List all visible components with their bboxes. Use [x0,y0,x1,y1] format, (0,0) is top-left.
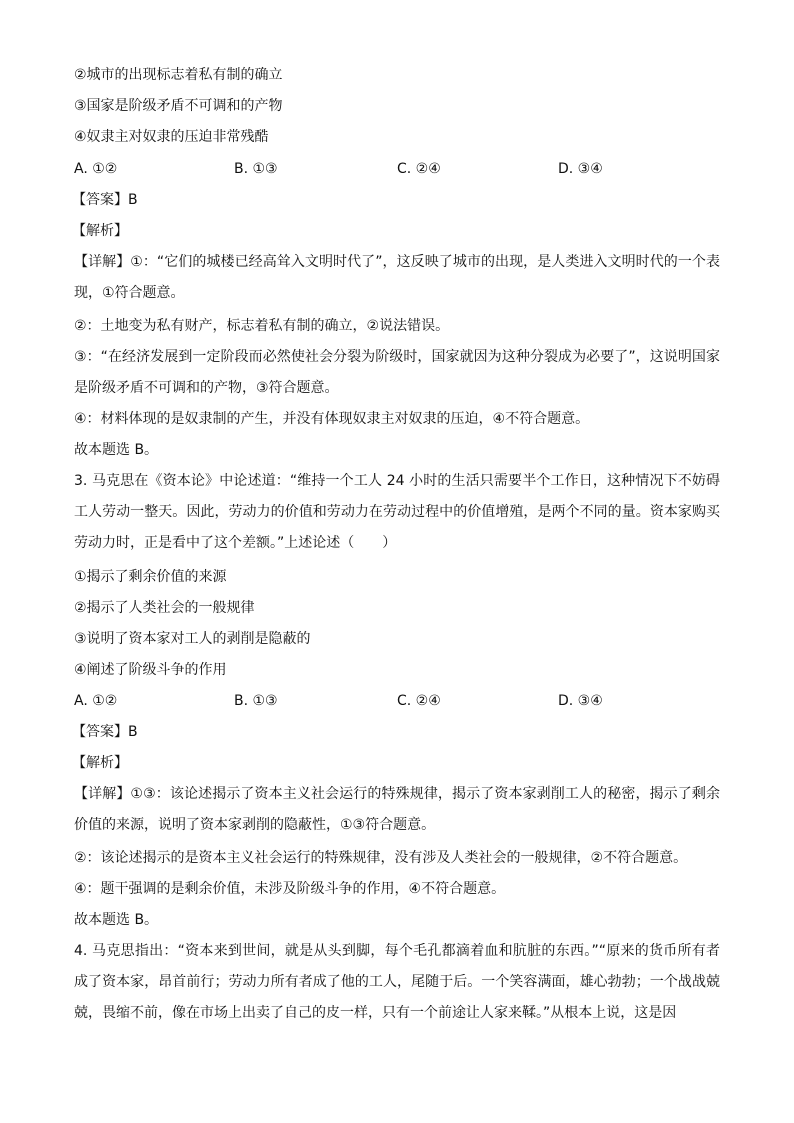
q3-detail-3: ④：题干强调的是剩余价值，未涉及阶级斗争的作用，④不符合题意。 [74,881,506,897]
q2-item-2: ②城市的出现标志着私有制的确立 [74,67,283,83]
q3-option-a: A. ①② [74,693,118,709]
q2-detail-2: ②：土地变为私有财产，标志着私有制的确立，②说法错误。 [74,318,450,334]
q2-detail-4: ④：材料体现的是奴隶制的产生，并没有体现奴隶主对奴隶的压迫，④不符合题意。 [74,411,590,427]
q2-conclusion: 故本题选 B。 [74,442,159,458]
q2-option-a: A. ①② [74,161,118,177]
q2-item-3: ③国家是阶级矛盾不可调和的产物 [74,98,283,114]
q3-item-2: ②揭示了人类社会的一般规律 [74,600,255,616]
q3-item-3: ③说明了资本家对工人的剥削是隐蔽的 [74,631,311,647]
q2-option-b: B. ①③ [234,161,278,177]
q2-detail-3: ③：“在经济发展到一定阶段而必然使社会分裂为阶级时，国家就因为这种分裂成为必要了”，这说明国家是阶级矛盾不可调和的产物，③符合题意。 [74,349,720,396]
q3-item-4: ④阐述了阶级斗争的作用 [74,662,227,678]
q3-stem: 3. 马克思在《资本论》中论述道：“维持一个工人 24 小时的生活只需要半个工作日，这种情况下不妨碍工人劳动一整天。因此，劳动力的价值和劳动力在劳动过程中的价值增殖，是两个不同的量。资本家购买劳动力时，正是看中了这个差额。”上述论述（ ） [74,473,720,551]
q3-item-1: ①揭示了剩余价值的来源 [74,569,227,585]
q2-analysis-label: 【解析】 [72,223,128,239]
q3-option-b: B. ①③ [234,693,278,709]
q3-conclusion: 故本题选 B。 [74,912,159,928]
q2-answer: 【答案】B [72,192,138,208]
q2-option-c: C. ②④ [397,161,441,177]
q4-stem: 4. 马克思指出：“资本来到世间，就是从头到脚，每个毛孔都滴着血和肮脏的东西。”“原来的货币所有者成了资本家，昂首前行；劳动力所有者成了他的工人，尾随于后。一个笑容满面，雄心勃勃；一个战战兢兢，畏缩不前，像在市场上出卖了自己的皮一样，只有一个前途让人家来鞣。”从根本上说，这是因 [74,943,720,1021]
q3-detail-1: 【详解】①③：该论述揭示了资本主义社会运行的特殊规律，揭示了资本家剥削工人的秘密，揭示了剩余价值的来源，说明了资本家剥削的隐蔽性，①③符合题意。 [74,786,720,833]
q2-item-4: ④奴隶主对奴隶的压迫非常残酷 [74,129,269,145]
q3-answer: 【答案】B [72,724,138,740]
q3-detail-2: ②：该论述揭示的是资本主义社会运行的特殊规律，没有涉及人类社会的一般规律，②不符合题意。 [74,850,688,866]
q2-detail-1: 【详解】①：“它们的城楼已经高耸入文明时代了”，这反映了城市的出现，是人类进入文明时代的一个表现，①符合题意。 [74,254,720,301]
q2-option-d: D. ③④ [558,161,603,177]
q3-option-d: D. ③④ [558,693,603,709]
q3-option-c: C. ②④ [397,693,441,709]
q3-analysis-label: 【解析】 [72,755,128,771]
